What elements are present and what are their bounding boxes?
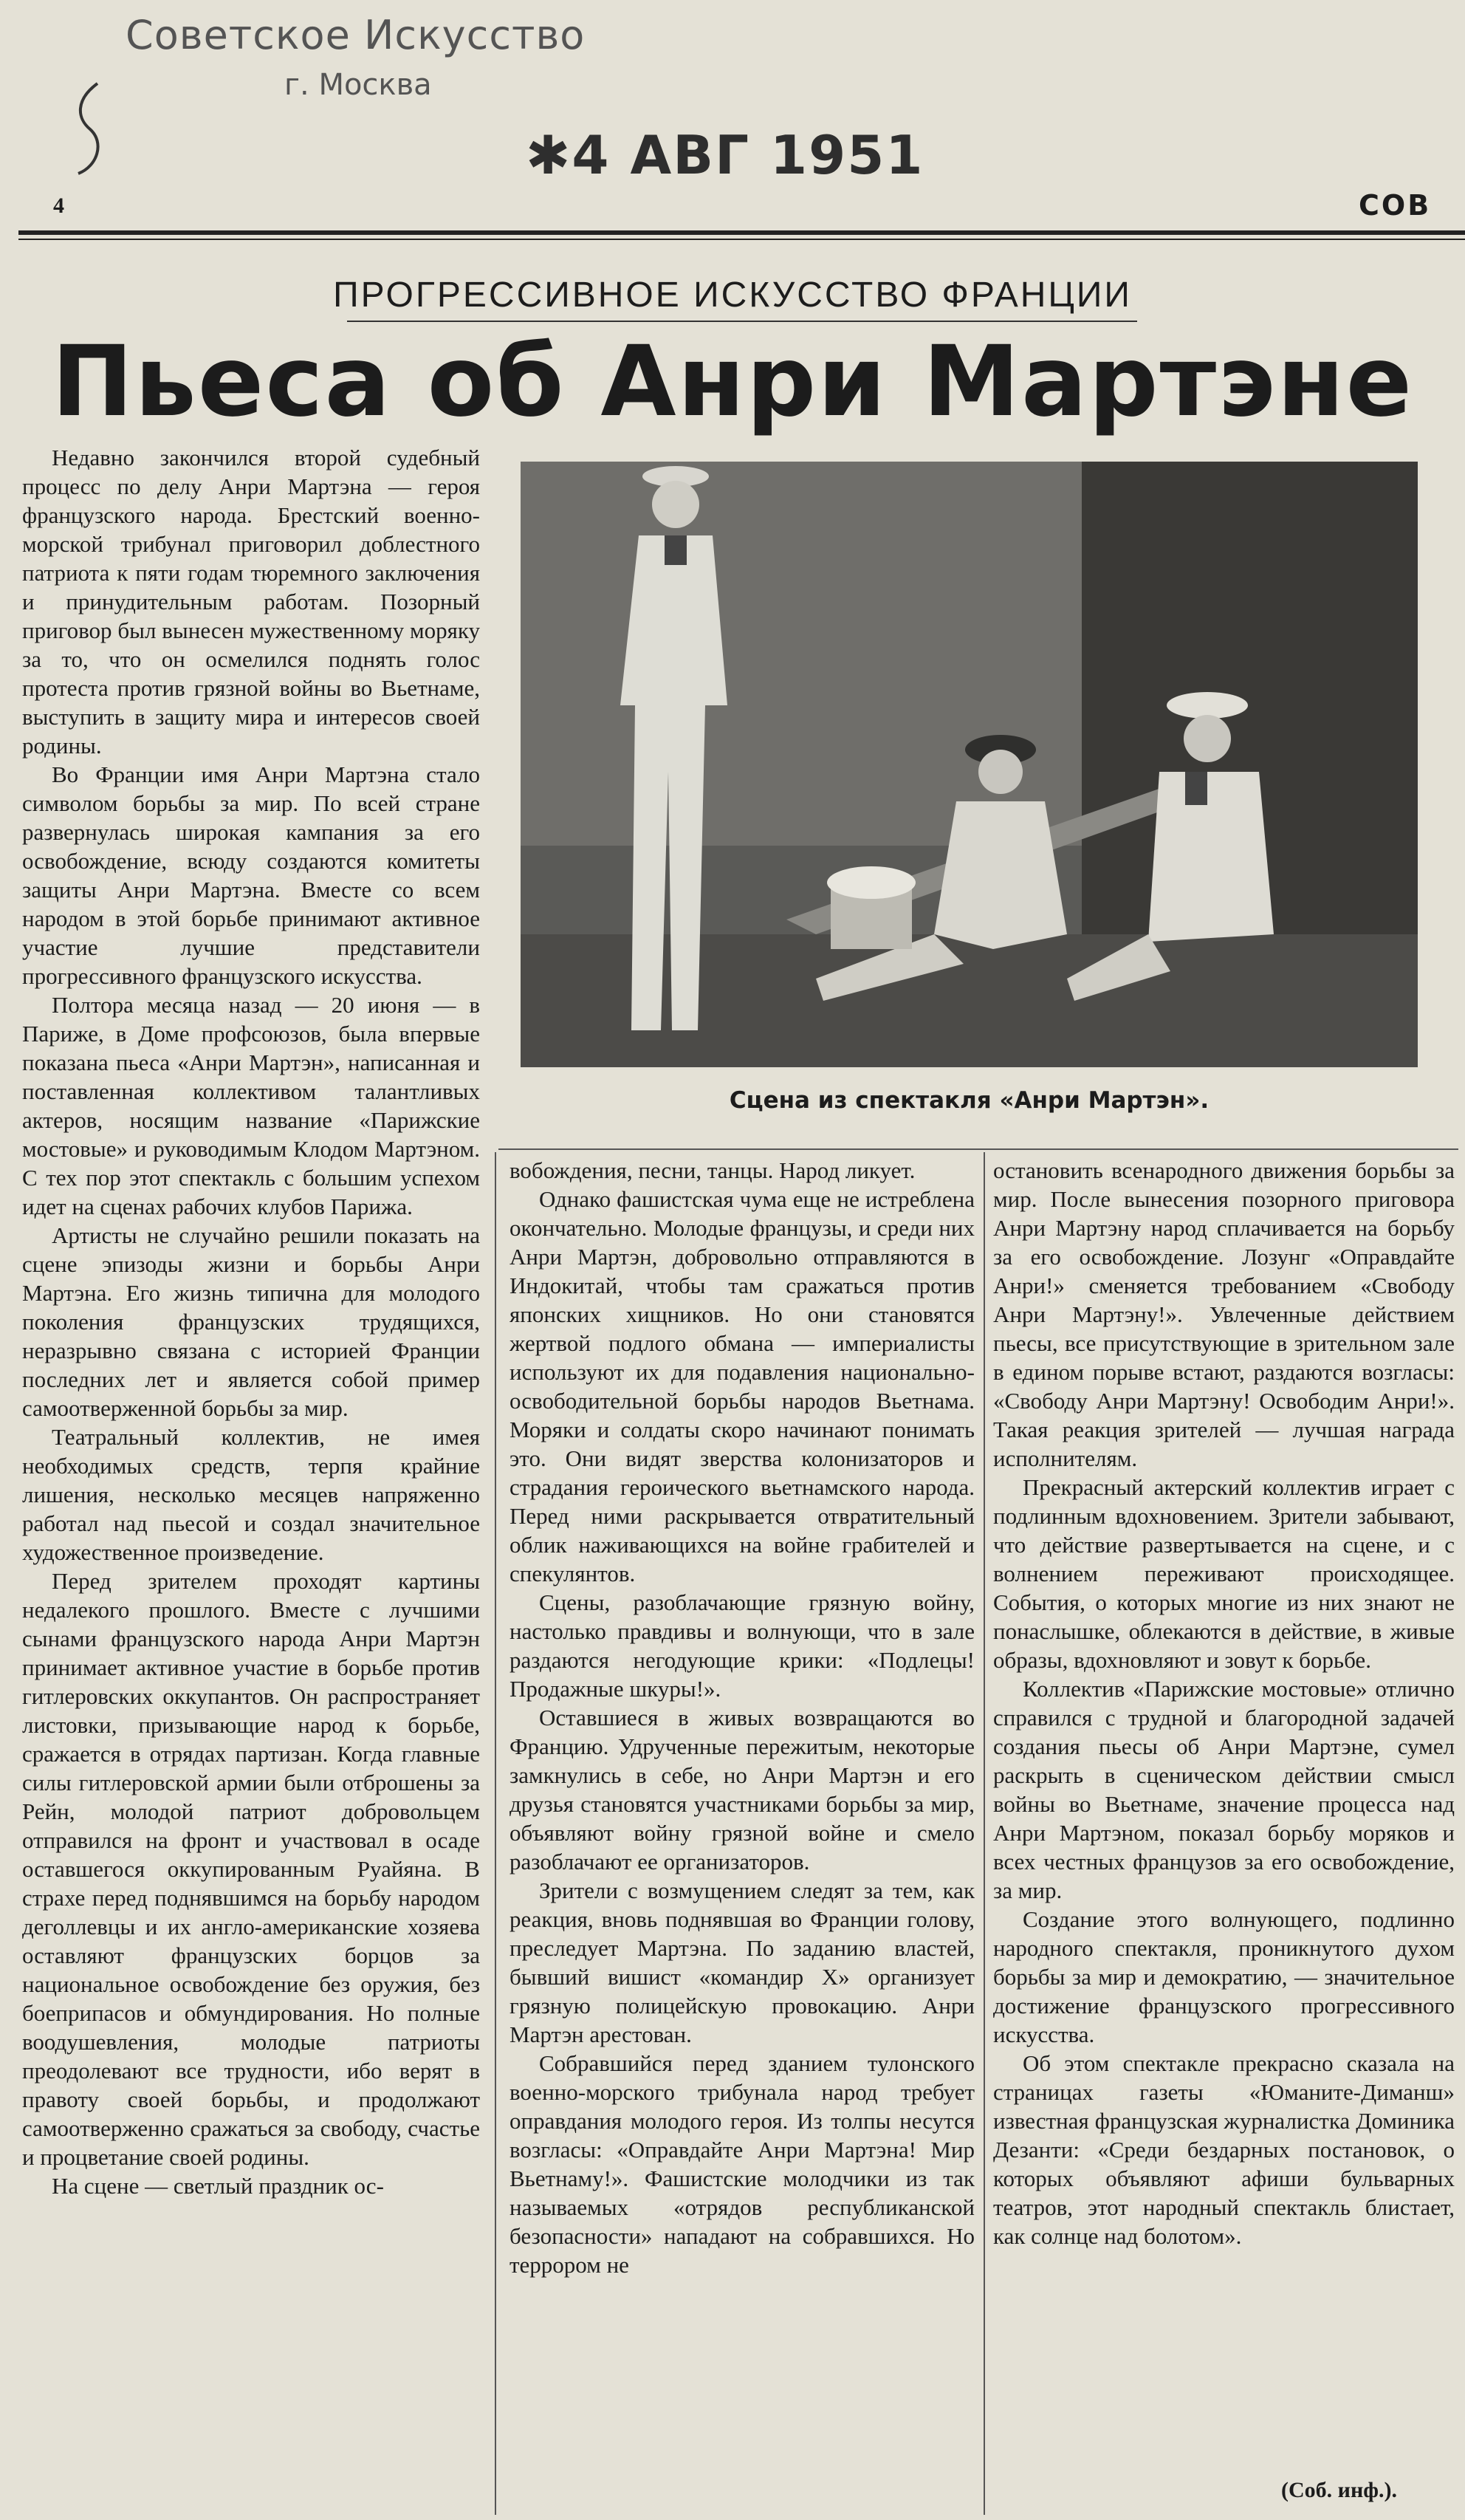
rubric-underline <box>347 321 1137 322</box>
column-rule <box>984 1152 985 2515</box>
paragraph: вобождения, песни, танцы. Народ ликует. <box>510 1157 916 1183</box>
column-rule <box>495 1152 496 2515</box>
paragraph: Прекрасный актерский коллектив играет с подлинным вдохновением. Зрители забывают, что действие развертывается на сцене, и с волнением переживают происходящее. События, о которых многие из них знают не понаслышке, облекаются в действие, в живые образы, вдохновляют и зовут к борьбе. <box>993 1474 1455 1673</box>
page-number: 4 <box>53 194 64 218</box>
paragraph: Сцены, разоблачающие грязную войну, настолько правдивы и волнующи, что в зале раздаются негодующие крики: «Подлецы! Продажные шкуры!». <box>510 1589 975 1702</box>
paragraph: Недавно закончился второй судебный процесс по делу Анри Мартэна — героя французского народа. Брестский военно-морской трибунал приговорил доблестного патриота к пяти годам тюремного заключения и принудительным работам. Позорный приговор был вынесен мужественному моряку за то, что он осмелился поднять голос протеста против грязной войны во Вьетнаме, выступить в защиту мира и интересов своей родины. <box>22 445 480 759</box>
photo-caption: Сцена из спектакля «Анри Мартэн». <box>729 1087 1210 1114</box>
paragraph: Полтора месяца назад — 20 июня — в Париже, в Доме профсоюзов, была впервые показана пьеса «Анри Мартэн», написанная и поставленная коллективом талантливых актеров, носящим название «Парижские мостовые» и руководимым Клодом Мартэном. С тех пор этот спектакль с большим успехом идет на сценах рабочих клубов Парижа. <box>22 992 480 1219</box>
article-column-1 <box>22 443 480 2515</box>
stage-photo <box>521 462 1418 1067</box>
paragraph: Коллектив «Парижские мостовые» отлично справился с трудной и благородной задачей создания пьесы об Анри Мартэне, сумел раскрыть в сценическом действии смысл войны во Вьетнаме, значение процесса над Анри Мартэном, показал борьбу моряков и всех честных французов за его освобождение, за мир. <box>993 1676 1455 1903</box>
paragraph: Артисты не случайно решили показать на сцене эпизоды жизни и борьбы Анри Мартэна. Его жизнь типична для молодого поколения французских трудящихся, неразрывно связана с историей Франции последних лет и является собой пример самоотверженной борьбы за мир. <box>22 1222 480 1421</box>
paragraph: Во Франции имя Анри Мартэна стало символом борьбы за мир. По всей стране развернулась широкая кампания за его освобождение, всюду создаются комитеты защиты Анри Мартэна. Вместе со всем народом в этой борьбе принимают активное участие лучшие представители прогрессивного французского искусства. <box>22 761 480 989</box>
paragraph: Создание этого волнующего, подлинно народного спектакля, проникнутого духом борьбы за мир и демократию, — значительное достижение французского прогрессивного искусства. <box>993 1906 1455 2047</box>
archive-stamp-date: ✱4 АВГ 1951 <box>526 124 924 186</box>
paragraph: Оставшиеся в живых возвращаются во Францию. Удрученные пережитым, некоторые замкнулись в себе, но Анри Мартэн и его друзья становятся участниками борьбы за мир, объявляют войну грязной войне и смело разоблачают ее организаторов. <box>510 1705 975 1874</box>
paragraph: Собравшийся перед зданием тулонского военно-морского трибунала народ требует оправдания молодого героя. Из толпы несутся возгласы: «Оправдайте Анри Мартэна! Мир Вьетнаму!». Фашистские молодчики из так называемых «отрядов республиканской безопасности» нападают на собравшихся. Но террором не <box>510 2050 975 2278</box>
archive-stamp-city: г. Москва <box>284 68 432 102</box>
section-rubric: ПРОГРЕССИВНОЕ ИСКУССТВО ФРАНЦИИ <box>333 275 1132 315</box>
paragraph: остановить всенародного движения борьбы за мир. После вынесения позорного приговора Анри Мартэну народ сплачивается на борьбу за его освобождение. Лозунг «Оправдайте Анри!» сменяется требованием «Свободу Анри Мартэну!». Увлеченные действием пьесы, все присутствующие в зрительном зале в едином порыве встают, раздаются возгласы: «Свободу Анри Мартэну! Освободим Анри!». Такая реакция зрителей — лучшая награда исполнителям. <box>993 1157 1455 1471</box>
paragraph: Театральный коллектив, не имея необходимых средств, терпя крайние лишения, несколько месяцев напряженно работал над пьесой и создал значительное художественное произведение. <box>22 1424 480 1565</box>
archive-stamp-date-text: 4 АВГ 1951 <box>572 124 924 186</box>
paragraph: Однако фашистская чума еще не истреблена окончательно. Молодые французы, и среди них Анри Мартэн, добровольно отправляются в Индокитай, чтобы там сражаться против японских хищников. Но они становятся жертвой подлого обмана — империалисты используют их для подавления национально-освободительной борьбы народов Вьетнама. Моряки и солдаты скоро начинают понимать это. Они видят зверства колонизаторов и страдания героического вьетнамского народа. Перед ними раскрывается отвратительный облик наживающихся на войне грабителей и спекулянтов. <box>510 1186 975 1586</box>
article-column-3 <box>993 1156 1455 2489</box>
article-headline: Пьеса об Анри Мартэне <box>51 325 1414 439</box>
paragraph: Об этом спектакле прекрасно сказала на страницах газеты «Юманите-Диманш» известная французская журналистка Доминика Дезанти: «Среди бездарных постановок, о которых объявляют афиши бульварных театров, этот народный спектакль блистает, как солнце над болотом». <box>993 2050 1455 2249</box>
paragraph: На сцене — светлый праздник ос- <box>52 2173 384 2199</box>
photo-bottom-rule <box>498 1148 1458 1150</box>
paragraph: Зрители с возмущением следят за тем, как реакция, вновь поднявшая во Франции голову, преследует Мартэна. По заданию властей, бывший вишист «командир Х» организует грязную полицейскую провокацию. Анри Мартэн арестован. <box>510 1877 975 2047</box>
masthead-fragment: СОВ <box>1359 189 1432 222</box>
source-note: (Соб. инф.). <box>1281 2478 1397 2502</box>
article-column-2 <box>510 1156 975 2515</box>
top-rule-thin <box>18 239 1465 240</box>
paragraph: Перед зрителем проходят картины недалекого прошлого. Вместе с лучшими сынами французского народа Анри Мартэн принимает активное участие в борьбе против гитлеровских оккупантов. Он распространяет листовки, призывающие народ к борьбе, сражается в отрядах партизан. Когда главные силы гитлеровской армии были отброшены за Рейн, молодой патриот добровольцем отправился на фронт и участвовал в осаде оставшегося оккупированным Руайяна. В страхе перед поднявшимся на борьбу народом деголлевцы и их англо-американские хозяева оставляют французских борцов за национальное освобождение без оружия, без боеприпасов и обмундирования. Но полные воодушевления, молодые патриоты преодолевают все трудности, ибо верят в правоту своей борьбы, и продолжают самоотверженно сражаться за свободу, счастье и процветание своей родины. <box>22 1568 480 2170</box>
handwritten-mark-icon <box>68 78 120 181</box>
archive-stamp-newspaper: Советское Искусство <box>126 12 586 58</box>
top-rule <box>18 230 1465 235</box>
